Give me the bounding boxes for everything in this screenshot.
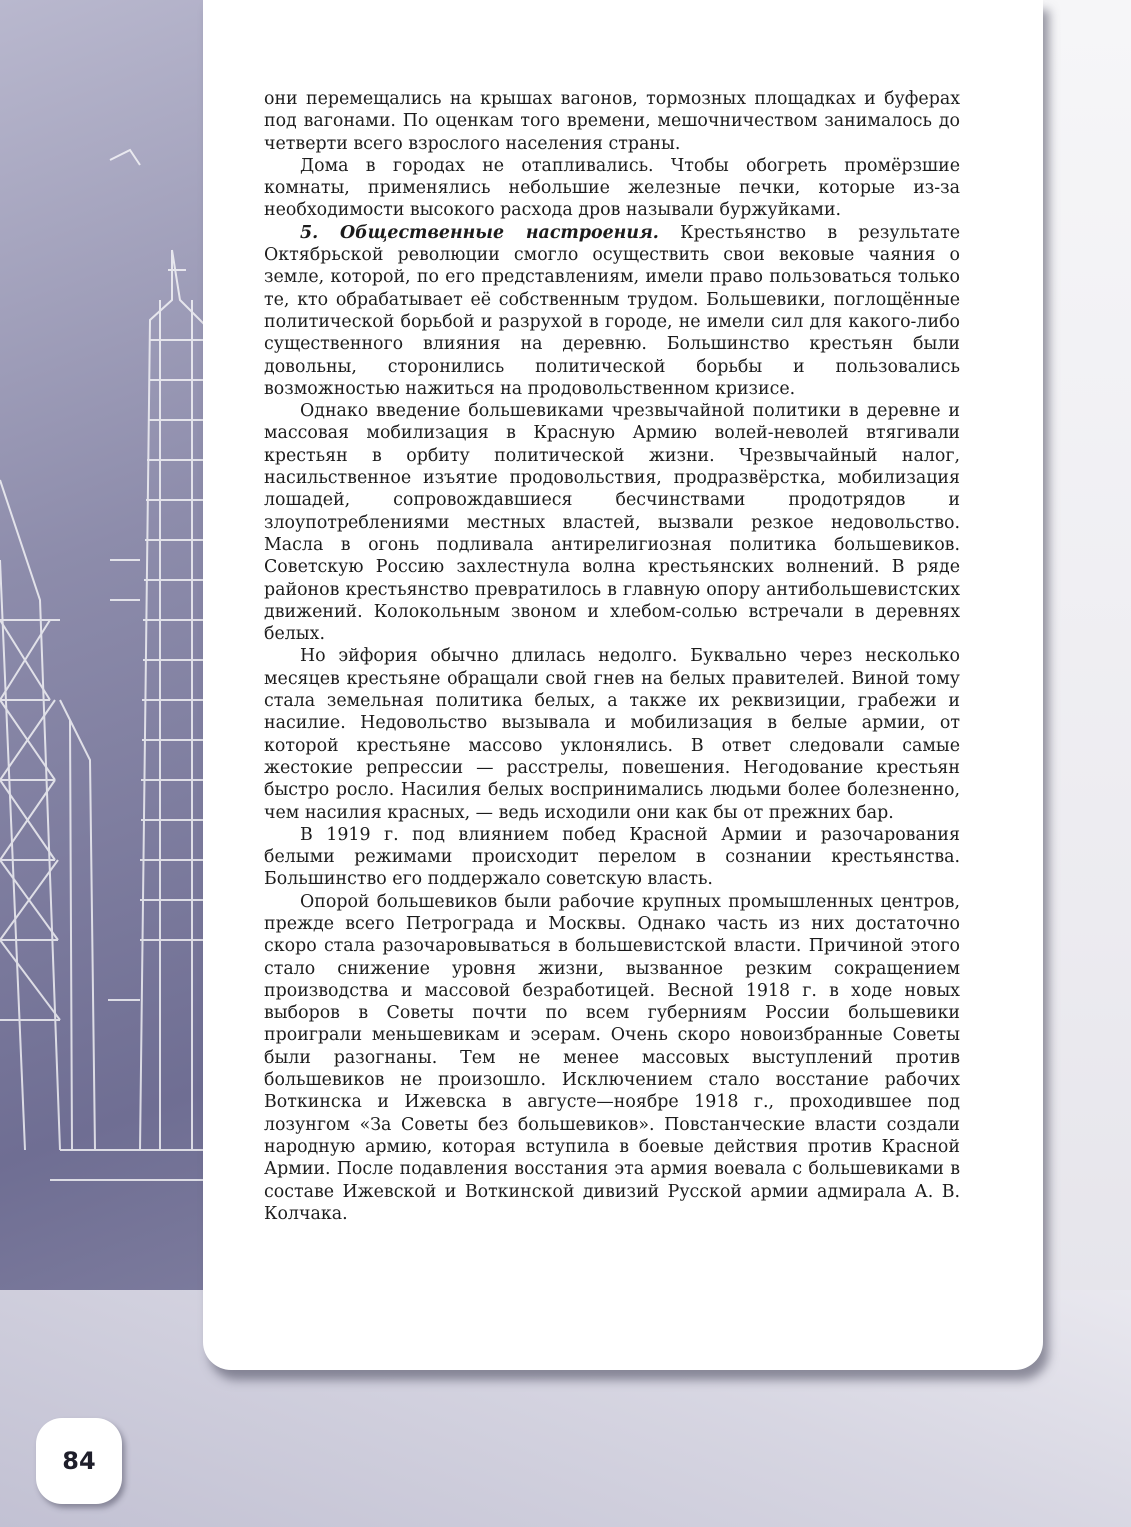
paragraph: они перемещались на крышах вагонов, тормозных площадках и буферах под вагонами. По оценкам того времени, мешочничеством занималось до четверти всего взрослого населения страны.	[264, 89, 960, 154]
paragraph: Опорой большевиков были рабочие крупных промышленных центров, прежде всего Петрограда и Москвы. Однако часть из них достаточно скоро стала разочаровываться в большевистской власти. Причиной этого стало снижение уровня жизни, вызванное резким сокращением производства и массовой безработицей. Весной 1918 г. в ходе новых выборов в Советы почти по всем губерниям России большевики проиграли меньшевикам и эсерам. Очень скоро новоизбранные Советы были разогнаны. Тем не менее массовых выступлений против большевиков не произошло. Исключением стало восстание рабочих Воткинска и Ижевска в августе—ноябре 1918 г., проходившее под лозунгом «За Советы без большевиков». Повстанческие власти создали народную армию, которая вступила в боевые действия против Красной Армии. После подавления восстания эта армия воевала с большевиками в составе Ижевской и Воткинской дивизий Русской армии адмирала А. В. Колчака.	[264, 891, 960, 1224]
paragraph: В 1919 г. под влиянием побед Красной Армии и разочарования белыми режимами происходит перелом в сознании крестьянства. Большинство его поддержало советскую власть.	[264, 824, 960, 890]
paragraph-text: Крестьянство в результате Октябрьской революции смогло осуществить свои вековые чаяния о земле, которой, по его представлениям, имели право пользоваться только те, кто обрабатывает её собственным трудом. Большевики, поглощённые политической борьбой и разрухой в городе, не имели сил для какого-либо существенного влияния на деревню. Большинство крестьян были довольны, сторонились политической борьбы и пользовались возможностью нажиться на продовольственном кризисе.	[264, 222, 960, 399]
page-number: 84	[62, 1447, 96, 1475]
paragraph: Однако введение большевиками чрезвычайной политики в деревне и массовая мобилизация в Красную Армию волей-неволей втягивали крестьян в орбиту политической жизни. Чрезвычайный налог, насильственное изъятие продовольствия, продразвёрстка, мобилизация лошадей, сопровождавшиеся бесчинствами продотрядов и злоупотреблениями местных властей, вызвали резкое недовольство. Масла в огонь подливала антирелигиозная политика большевиков. Советскую Россию захлестнула волна крестьянских волнений. В ряде районов крестьянство превратилось в главную опору антибольшевистских движений. Колокольным звоном и хлебом-солью встречали в деревнях белых.	[264, 401, 960, 645]
page-text	[264, 88, 960, 1225]
paragraph: Дома в городах не отапливались. Чтобы обогреть промёрзшие комнаты, применялись небольшие железные печки, которые из-за необходимости высокого расхода дров называли буржуйками.	[264, 155, 960, 221]
page-number-badge	[36, 1418, 122, 1504]
section-title: 5. Общественные настроения.	[300, 222, 659, 243]
paragraph: Но эйфория обычно длилась недолго. Буквально через несколько месяцев крестьяне обращали свой гнев на белых правителей. Виной тому стала земельная политика белых, а также их реквизиции, грабежи и насилие. Недовольство вызывала и мобилизация в белые армии, от которой крестьяне массово уклонялись. В ответ следовали самые жестокие репрессии — расстрелы, повешения. Негодование крестьян быстро росло. Насилия белых воспринимались людьми более болезненно, чем насилия красных, — ведь исходили они как бы от прежних бар.	[264, 646, 960, 823]
paragraph	[264, 222, 960, 400]
